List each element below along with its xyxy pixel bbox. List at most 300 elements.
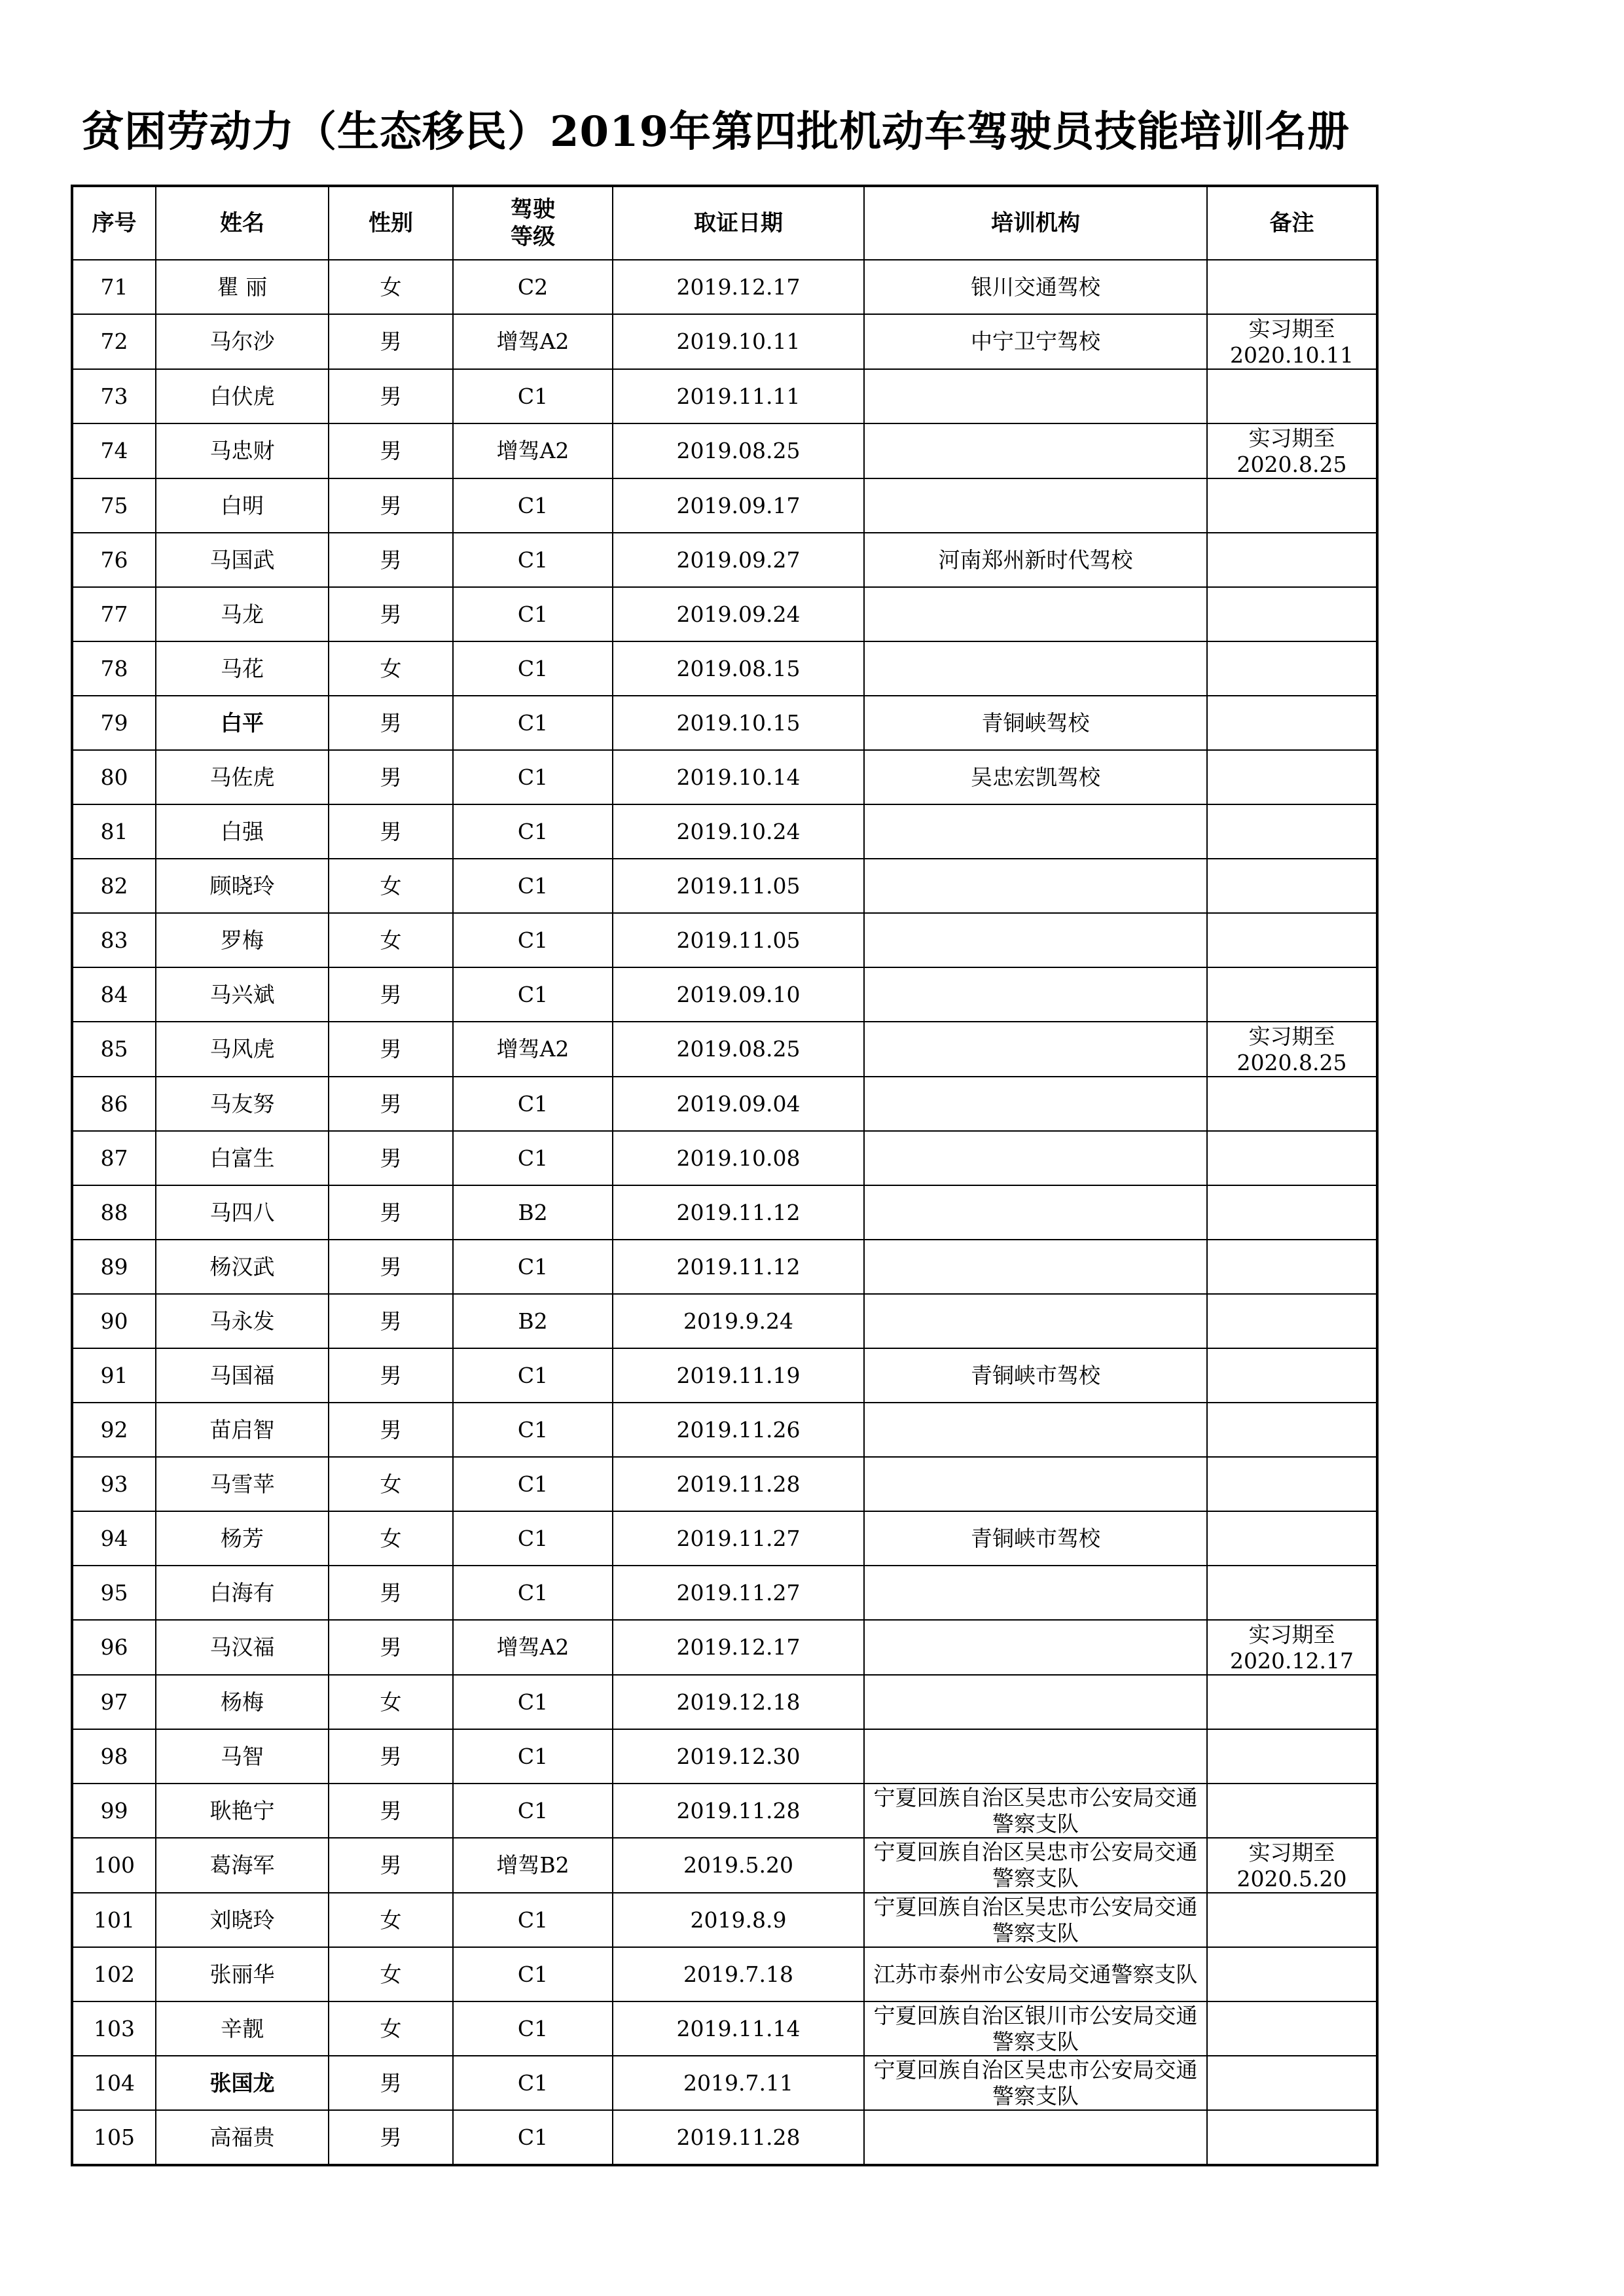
cell-remark-text: 实习期至 2020.10.11 (1230, 316, 1354, 368)
cell-index: 88 (72, 1185, 156, 1240)
table-row (72, 967, 1377, 1022)
cell-name: 高福贵 (156, 2110, 329, 2165)
cell-org-text: 宁夏回族自治区吴忠市公安局交通警察支队 (873, 1839, 1198, 1891)
cell-remark-text (1208, 614, 1376, 615)
cell-index: 95 (72, 1566, 156, 1620)
cell-date: 2019.12.17 (613, 260, 864, 314)
cell-index: 77 (72, 587, 156, 641)
cell-index: 71 (72, 260, 156, 314)
cell-index: 75 (72, 478, 156, 533)
cell-remark (1207, 1893, 1377, 1947)
cell-date: 2019.12.18 (613, 1675, 864, 1729)
cell-name: 马佐虎 (156, 750, 329, 804)
cell-org (864, 859, 1207, 913)
cell-name: 罗梅 (156, 913, 329, 967)
cell-grade: C1 (453, 369, 613, 423)
cell-gender: 男 (329, 1566, 453, 1620)
cell-org (864, 587, 1207, 641)
cell-gender: 男 (329, 314, 453, 369)
cell-index: 99 (72, 1784, 156, 1838)
table-row (72, 1893, 1377, 1947)
table-row (72, 859, 1377, 913)
cell-org (864, 1077, 1207, 1131)
cell-date: 2019.11.05 (613, 859, 864, 913)
cell-date: 2019.11.27 (613, 1511, 864, 1566)
cell-grade: C1 (453, 478, 613, 533)
cell-gender: 女 (329, 641, 453, 696)
table-row (72, 1131, 1377, 1185)
cell-org-text: 中宁卫宁驾校 (971, 329, 1100, 354)
cell-org (864, 696, 1207, 750)
table-row (72, 696, 1377, 750)
table-row (72, 1729, 1377, 1784)
cell-remark-text (1208, 396, 1376, 397)
cell-name: 马国福 (156, 1348, 329, 1403)
cell-index: 92 (72, 1403, 156, 1457)
cell-name: 白强 (156, 804, 329, 859)
cell-date: 2019.11.28 (613, 1784, 864, 1838)
cell-remark-text (1208, 560, 1376, 561)
cell-gender: 男 (329, 1185, 453, 1240)
table-row (72, 2001, 1377, 2056)
cell-remark-text (1208, 1592, 1376, 1594)
cell-org (864, 1729, 1207, 1784)
cell-remark-text (1208, 1756, 1376, 1757)
table-row (72, 369, 1377, 423)
table-row (72, 804, 1377, 859)
cell-date: 2019.11.12 (613, 1185, 864, 1240)
cell-name: 杨芳 (156, 1511, 329, 1566)
table-row (72, 1511, 1377, 1566)
table-row (72, 2110, 1377, 2165)
cell-remark (1207, 478, 1377, 533)
cell-date: 2019.12.30 (613, 1729, 864, 1784)
header-index: 序号 (72, 186, 156, 260)
table-row (72, 1077, 1377, 1131)
cell-grade: C1 (453, 1947, 613, 2001)
cell-org (864, 1947, 1207, 2001)
cell-date: 2019.09.17 (613, 478, 864, 533)
cell-remark-text (1208, 777, 1376, 778)
cell-grade: C1 (453, 641, 613, 696)
table-row (72, 1457, 1377, 1511)
cell-remark (1207, 1457, 1377, 1511)
table-row (72, 478, 1377, 533)
cell-date: 2019.10.15 (613, 696, 864, 750)
cell-date: 2019.10.24 (613, 804, 864, 859)
cell-remark (1207, 533, 1377, 587)
cell-date: 2019.11.28 (613, 1457, 864, 1511)
cell-grade: C1 (453, 1729, 613, 1784)
table-row (72, 314, 1377, 369)
cell-remark-text (1208, 1321, 1376, 1322)
cell-index: 74 (72, 423, 156, 478)
cell-gender: 男 (329, 1077, 453, 1131)
cell-org-text: 河南郑州新时代驾校 (938, 547, 1133, 573)
cell-gender: 男 (329, 967, 453, 1022)
cell-remark (1207, 2001, 1377, 2056)
cell-org (864, 1620, 1207, 1675)
cell-date: 2019.11.26 (613, 1403, 864, 1457)
cell-org (864, 804, 1207, 859)
cell-name: 白富生 (156, 1131, 329, 1185)
cell-date: 2019.11.19 (613, 1348, 864, 1403)
cell-remark (1207, 1403, 1377, 1457)
cell-org (864, 1893, 1207, 1947)
cell-remark-text (1208, 1429, 1376, 1431)
cell-remark (1207, 859, 1377, 913)
table-row (72, 1947, 1377, 2001)
cell-date: 2019.7.11 (613, 2056, 864, 2110)
cell-grade: C1 (453, 1131, 613, 1185)
cell-grade: C1 (453, 1566, 613, 1620)
cell-grade: 增驾A2 (453, 423, 613, 478)
cell-index: 82 (72, 859, 156, 913)
cell-name: 马友努 (156, 1077, 329, 1131)
cell-gender: 女 (329, 2001, 453, 2056)
cell-remark-text (1208, 1266, 1376, 1268)
cell-grade: C1 (453, 587, 613, 641)
cell-org (864, 2110, 1207, 2165)
cell-gender: 男 (329, 1022, 453, 1077)
cell-date: 2019.09.24 (613, 587, 864, 641)
cell-remark (1207, 696, 1377, 750)
cell-org-text: 青铜峡市驾校 (971, 1525, 1100, 1551)
cell-date: 2019.5.20 (613, 1838, 864, 1893)
table-row (72, 1022, 1377, 1077)
cell-gender: 男 (329, 1620, 453, 1675)
cell-index: 96 (72, 1620, 156, 1675)
cell-remark (1207, 1022, 1377, 1077)
table-row (72, 1403, 1377, 1457)
cell-remark (1207, 1784, 1377, 1838)
cell-gender: 男 (329, 750, 453, 804)
cell-gender: 男 (329, 804, 453, 859)
cell-name: 顾晓玲 (156, 859, 329, 913)
table-row (72, 1838, 1377, 1893)
cell-name: 白平 (156, 696, 329, 750)
cell-gender: 男 (329, 1403, 453, 1457)
cell-index: 103 (72, 2001, 156, 2056)
cell-org (864, 1675, 1207, 1729)
cell-grade: C1 (453, 1784, 613, 1838)
header-name: 姓名 (156, 186, 329, 260)
cell-date: 2019.11.28 (613, 2110, 864, 2165)
table-row (72, 750, 1377, 804)
header-gender: 性别 (329, 186, 453, 260)
cell-org-text: 江苏市泰州市公安局交通警察支队 (873, 1961, 1198, 1987)
cell-index: 72 (72, 314, 156, 369)
cell-org (864, 1240, 1207, 1294)
cell-index: 76 (72, 533, 156, 587)
table-row (72, 587, 1377, 641)
table-row (72, 1566, 1377, 1620)
cell-name: 马智 (156, 1729, 329, 1784)
cell-org-text: 宁夏回族自治区吴忠市公安局交通警察支队 (873, 2056, 1198, 2109)
table-row (72, 1348, 1377, 1403)
cell-date: 2019.11.14 (613, 2001, 864, 2056)
cell-remark-text (1208, 886, 1376, 887)
cell-name: 马龙 (156, 587, 329, 641)
cell-name: 马风虎 (156, 1022, 329, 1077)
cell-remark-text (1208, 2137, 1376, 2138)
cell-index: 100 (72, 1838, 156, 1893)
table-row (72, 1185, 1377, 1240)
cell-remark (1207, 1566, 1377, 1620)
cell-remark (1207, 1620, 1377, 1675)
cell-remark (1207, 587, 1377, 641)
cell-org (864, 533, 1207, 587)
table-row (72, 1784, 1377, 1838)
cell-grade: C1 (453, 2110, 613, 2165)
cell-gender: 女 (329, 1675, 453, 1729)
cell-date: 2019.10.11 (613, 314, 864, 369)
cell-remark (1207, 750, 1377, 804)
cell-date: 2019.10.14 (613, 750, 864, 804)
cell-org-text: 银川交通驾校 (971, 274, 1100, 300)
cell-remark-text (1208, 994, 1376, 996)
page-title: 贫困劳动力（生态移民）2019年第四批机动车驾驶员技能培训名册 (82, 107, 1350, 156)
table-row (72, 1294, 1377, 1348)
cell-remark-text (1208, 505, 1376, 507)
cell-grade: C1 (453, 1893, 613, 1947)
cell-date: 2019.8.9 (613, 1893, 864, 1947)
cell-remark-text (1208, 2083, 1376, 2084)
cell-remark (1207, 967, 1377, 1022)
roster-body (72, 260, 1377, 2165)
cell-remark (1207, 260, 1377, 314)
cell-gender: 女 (329, 1511, 453, 1566)
cell-org (864, 1294, 1207, 1348)
cell-grade: 增驾A2 (453, 314, 613, 369)
cell-org (864, 478, 1207, 533)
cell-remark (1207, 1838, 1377, 1893)
cell-date: 2019.09.27 (613, 533, 864, 587)
cell-org (864, 2056, 1207, 2110)
cell-index: 78 (72, 641, 156, 696)
cell-remark (1207, 1185, 1377, 1240)
cell-grade: C1 (453, 967, 613, 1022)
cell-name: 马国武 (156, 533, 329, 587)
cell-org (864, 1131, 1207, 1185)
cell-index: 81 (72, 804, 156, 859)
cell-name: 苗启智 (156, 1403, 329, 1457)
cell-remark-text (1208, 1484, 1376, 1485)
cell-name: 白明 (156, 478, 329, 533)
cell-grade: C1 (453, 1240, 613, 1294)
cell-remark (1207, 1131, 1377, 1185)
cell-grade: C1 (453, 1675, 613, 1729)
cell-remark (1207, 314, 1377, 369)
cell-index: 89 (72, 1240, 156, 1294)
cell-org (864, 423, 1207, 478)
cell-grade: C1 (453, 750, 613, 804)
cell-remark-text (1208, 723, 1376, 724)
cell-grade: 增驾A2 (453, 1022, 613, 1077)
table-row (72, 1240, 1377, 1294)
cell-org (864, 1185, 1207, 1240)
cell-org-text: 宁夏回族自治区吴忠市公安局交通警察支队 (873, 1784, 1198, 1837)
cell-name: 刘晓玲 (156, 1893, 329, 1947)
cell-grade: C2 (453, 260, 613, 314)
cell-grade: C1 (453, 533, 613, 587)
cell-remark-text: 实习期至 2020.5.20 (1236, 1840, 1347, 1892)
table-row (72, 1675, 1377, 1729)
cell-date: 2019.10.08 (613, 1131, 864, 1185)
cell-gender: 女 (329, 260, 453, 314)
cell-remark (1207, 1077, 1377, 1131)
cell-org (864, 641, 1207, 696)
cell-gender: 男 (329, 1240, 453, 1294)
cell-name: 辛靓 (156, 2001, 329, 2056)
cell-index: 102 (72, 1947, 156, 2001)
cell-remark-text (1208, 2028, 1376, 2030)
cell-index: 91 (72, 1348, 156, 1403)
cell-grade: C1 (453, 2056, 613, 2110)
cell-grade: 增驾B2 (453, 1838, 613, 1893)
cell-index: 90 (72, 1294, 156, 1348)
cell-org (864, 369, 1207, 423)
cell-index: 85 (72, 1022, 156, 1077)
cell-index: 79 (72, 696, 156, 750)
cell-remark (1207, 1511, 1377, 1566)
header-row (72, 186, 1377, 260)
cell-name: 白海有 (156, 1566, 329, 1620)
header-date: 取证日期 (613, 186, 864, 260)
cell-gender: 男 (329, 1729, 453, 1784)
table-row (72, 913, 1377, 967)
cell-remark-text (1208, 1702, 1376, 1703)
cell-date: 2019.12.17 (613, 1620, 864, 1675)
cell-index: 101 (72, 1893, 156, 1947)
cell-org (864, 260, 1207, 314)
cell-index: 80 (72, 750, 156, 804)
cell-gender: 女 (329, 859, 453, 913)
cell-name: 马四八 (156, 1185, 329, 1240)
cell-remark (1207, 1348, 1377, 1403)
cell-remark (1207, 1675, 1377, 1729)
cell-index: 97 (72, 1675, 156, 1729)
cell-date: 2019.09.10 (613, 967, 864, 1022)
cell-org (864, 967, 1207, 1022)
cell-index: 93 (72, 1457, 156, 1511)
cell-remark-text (1208, 1810, 1376, 1812)
cell-date: 2019.11.11 (613, 369, 864, 423)
cell-remark-text (1208, 1375, 1376, 1376)
table-row (72, 1620, 1377, 1675)
cell-index: 83 (72, 913, 156, 967)
cell-remark (1207, 1729, 1377, 1784)
cell-gender: 男 (329, 1294, 453, 1348)
cell-grade: C1 (453, 1511, 613, 1566)
cell-remark-text (1208, 831, 1376, 833)
cell-index: 84 (72, 967, 156, 1022)
cell-gender: 男 (329, 1784, 453, 1838)
cell-grade: B2 (453, 1294, 613, 1348)
cell-org (864, 1566, 1207, 1620)
cell-gender: 男 (329, 2110, 453, 2165)
cell-date: 2019.08.25 (613, 423, 864, 478)
roster-table (71, 185, 1379, 2166)
cell-remark-text (1208, 940, 1376, 941)
cell-name: 瞿 丽 (156, 260, 329, 314)
cell-name: 杨汉武 (156, 1240, 329, 1294)
cell-remark (1207, 423, 1377, 478)
cell-grade: C1 (453, 913, 613, 967)
cell-index: 98 (72, 1729, 156, 1784)
cell-remark (1207, 1947, 1377, 2001)
cell-remark-text (1208, 1103, 1376, 1105)
table-row (72, 533, 1377, 587)
cell-name: 马尔沙 (156, 314, 329, 369)
cell-remark-text (1208, 668, 1376, 670)
cell-org (864, 2001, 1207, 2056)
cell-remark-text (1208, 1920, 1376, 1921)
header-grade: 驾驶 等级 (453, 186, 613, 260)
cell-name: 张丽华 (156, 1947, 329, 2001)
cell-grade: B2 (453, 1185, 613, 1240)
cell-date: 2019.11.12 (613, 1240, 864, 1294)
cell-remark (1207, 804, 1377, 859)
cell-grade: C1 (453, 2001, 613, 2056)
cell-gender: 男 (329, 369, 453, 423)
cell-name: 马雪苹 (156, 1457, 329, 1511)
cell-name: 马花 (156, 641, 329, 696)
cell-date: 2019.7.18 (613, 1947, 864, 2001)
cell-remark (1207, 2110, 1377, 2165)
cell-gender: 男 (329, 1131, 453, 1185)
cell-index: 104 (72, 2056, 156, 2110)
cell-name: 马永发 (156, 1294, 329, 1348)
cell-grade: 增驾A2 (453, 1620, 613, 1675)
cell-gender: 男 (329, 533, 453, 587)
cell-gender: 男 (329, 478, 453, 533)
cell-grade: C1 (453, 1348, 613, 1403)
cell-date: 2019.09.04 (613, 1077, 864, 1131)
cell-gender: 男 (329, 1348, 453, 1403)
cell-remark-text: 实习期至 2020.8.25 (1236, 1024, 1347, 1075)
cell-remark-text (1208, 287, 1376, 288)
cell-remark-text (1208, 1212, 1376, 1213)
header-org: 培训机构 (864, 186, 1207, 260)
cell-grade: C1 (453, 804, 613, 859)
cell-gender: 女 (329, 1947, 453, 2001)
cell-org-text: 青铜峡市驾校 (971, 1362, 1100, 1388)
cell-remark (1207, 1294, 1377, 1348)
cell-remark-text: 实习期至 2020.8.25 (1236, 425, 1347, 477)
cell-grade: C1 (453, 1403, 613, 1457)
cell-org (864, 1348, 1207, 1403)
cell-name: 马忠财 (156, 423, 329, 478)
cell-gender: 男 (329, 1838, 453, 1893)
cell-gender: 男 (329, 696, 453, 750)
cell-gender: 女 (329, 913, 453, 967)
cell-org-text: 吴忠宏凯驾校 (971, 764, 1100, 790)
cell-org (864, 913, 1207, 967)
cell-org (864, 1403, 1207, 1457)
table-row (72, 423, 1377, 478)
cell-date: 2019.08.15 (613, 641, 864, 696)
cell-org (864, 1457, 1207, 1511)
cell-remark-text: 实习期至 2020.12.17 (1230, 1622, 1354, 1674)
table-row (72, 2056, 1377, 2110)
cell-gender: 女 (329, 1893, 453, 1947)
cell-org (864, 1838, 1207, 1893)
cell-remark (1207, 369, 1377, 423)
cell-grade: C1 (453, 696, 613, 750)
table-row (72, 641, 1377, 696)
cell-remark-text (1208, 1974, 1376, 1975)
